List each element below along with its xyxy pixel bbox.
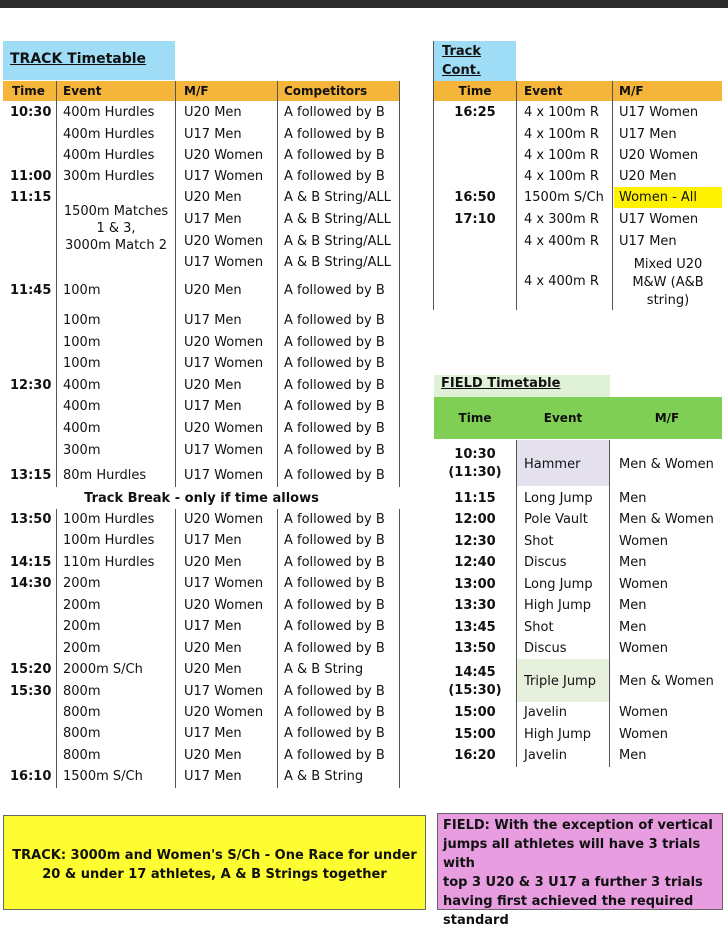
cont-event: 4 x 100m R: [524, 169, 599, 184]
field-triple-mf: Men & Women: [619, 674, 714, 689]
track-event: 400m Hurdles: [63, 105, 155, 120]
track-mf: U17 Women: [184, 468, 264, 483]
cont-mf: U17 Men: [619, 127, 677, 142]
track-event: 100m: [63, 335, 101, 350]
track-event: 1500m S/Ch: [63, 769, 143, 784]
track-mf: U17 Women: [184, 356, 264, 371]
track-time: 11:45: [10, 283, 52, 298]
mixed-relay-line: string): [646, 293, 690, 308]
track-time: 12:30: [10, 378, 52, 393]
field-hammer-time: [434, 446, 516, 482]
track-event: 80m Hurdles: [63, 468, 147, 483]
track-competitors: A followed by B: [284, 726, 385, 741]
track-competitors: A followed by B: [284, 555, 385, 570]
field-time: 13:00: [454, 577, 496, 592]
field-mf: Men: [619, 598, 647, 613]
track-header-competitors: Competitors: [284, 84, 368, 98]
cont-mf: U20 Women: [619, 148, 699, 163]
field-time: 14:45: [454, 665, 496, 680]
track-event: 110m Hurdles: [63, 555, 155, 570]
field-time: 12:40: [454, 555, 496, 570]
field-mf: Men: [619, 491, 647, 506]
track-event: 100m: [63, 283, 101, 298]
track-matches-note: [57, 203, 175, 254]
track-header-event: Event: [63, 84, 102, 98]
field-time: 15:00: [454, 705, 496, 720]
mixed-relay-line: M&W (A&B: [632, 275, 704, 290]
track-time: 15:30: [10, 684, 52, 699]
top-bar: [0, 0, 728, 8]
track-mf: U20 Men: [184, 641, 242, 656]
track-event: 800m: [63, 684, 101, 699]
track-competitors: A followed by B: [284, 619, 385, 634]
field-event: Discus: [524, 555, 567, 570]
track-mf: U17 Men: [184, 399, 242, 414]
track-time: 13:15: [10, 468, 52, 483]
track-time: 16:10: [10, 769, 52, 784]
track-event: 400m: [63, 399, 101, 414]
track-event: 100m: [63, 313, 101, 328]
track-mf: U20 Women: [184, 421, 264, 436]
field-hammer-event: Hammer: [524, 457, 581, 472]
track-mf: U17 Men: [184, 769, 242, 784]
field-col-divider: [609, 440, 610, 767]
track-col-divider: [56, 81, 57, 487]
track-mf: U20 Men: [184, 662, 242, 677]
track-competitors: A & B String/ALL: [284, 190, 391, 205]
track-mf: U20 Men: [184, 105, 242, 120]
cont-event: 4 x 400m R: [524, 274, 599, 289]
track-mf: U17 Men: [184, 127, 242, 142]
track-competitors: A followed by B: [284, 443, 385, 458]
track-time: 11:15: [10, 190, 52, 205]
track-competitors: A followed by B: [284, 421, 385, 436]
track-mf: U17 Women: [184, 169, 264, 184]
track-competitors: A & B String/ALL: [284, 212, 391, 227]
track-col-divider: [277, 81, 278, 487]
track-competitors: A followed by B: [284, 127, 385, 142]
cont-event: 4 x 300m R: [524, 212, 599, 227]
track-break-note: Track Break - only if time allows: [84, 491, 319, 506]
track-competitors: A followed by B: [284, 399, 385, 414]
track-event: 400m Hurdles: [63, 127, 155, 142]
field-triple-event: Triple Jump: [524, 674, 596, 689]
cont-event: 4 x 400m R: [524, 234, 599, 249]
track-competitors: A followed by B: [284, 748, 385, 763]
field-event: Long Jump: [524, 577, 593, 592]
track-col-divider: [175, 509, 176, 788]
field-header-mf: M/F: [654, 411, 680, 425]
track-cont-title: [434, 41, 516, 81]
field-time: 12:00: [454, 512, 496, 527]
track-competitors: A followed by B: [284, 468, 385, 483]
cont-event: 4 x 100m R: [524, 127, 599, 142]
track-competitors: A followed by B: [284, 148, 385, 163]
track-competitors: A followed by B: [284, 169, 385, 184]
track-mf: U20 Women: [184, 234, 264, 249]
cont-event: 4 x 100m R: [524, 105, 599, 120]
track-time: 13:50: [10, 512, 52, 527]
track-event: 100m Hurdles: [63, 533, 155, 548]
field-mf: Men & Women: [619, 512, 714, 527]
track-mf: U17 Women: [184, 684, 264, 699]
field-event: Shot: [524, 534, 554, 549]
cont-mf: Women - All: [619, 190, 698, 205]
track-mf: U20 Men: [184, 190, 242, 205]
track-mf: U17 Men: [184, 533, 242, 548]
track-event: 2000m S/Ch: [63, 662, 143, 677]
track-cont-title-line: Track: [442, 44, 481, 59]
track-event: 400m Hurdles: [63, 148, 155, 163]
field-mf: Women: [619, 705, 668, 720]
track-event: 200m: [63, 619, 101, 634]
track-time: 10:30: [10, 105, 52, 120]
field-mf: Women: [619, 534, 668, 549]
track-event: 300m: [63, 443, 101, 458]
field-mf: Men: [619, 555, 647, 570]
field-time: 10:30: [454, 447, 496, 462]
track-col-divider: [399, 509, 400, 788]
field-time: 11:15: [454, 491, 496, 506]
track-mf: U17 Men: [184, 726, 242, 741]
track-matches-line: 3000m Match 2: [65, 238, 167, 253]
track-competitors: A followed by B: [284, 641, 385, 656]
field-mf: Women: [619, 577, 668, 592]
track-mf: U17 Women: [184, 443, 264, 458]
track-mf: U20 Women: [184, 598, 264, 613]
track-col-divider: [175, 81, 176, 487]
cont-event: 1500m S/Ch: [524, 190, 604, 205]
track-competitors: A followed by B: [284, 684, 385, 699]
field-time: 13:50: [454, 641, 496, 656]
track-timetable-title: TRACK Timetable: [3, 41, 175, 80]
cont-header-time: Time: [458, 84, 492, 98]
field-header-event: Event: [543, 411, 583, 425]
track-time: 11:00: [10, 169, 52, 184]
cont-col-divider: [433, 41, 434, 310]
track-mf: U20 Men: [184, 283, 242, 298]
track-event: 100m Hurdles: [63, 512, 155, 527]
track-mf: U20 Men: [184, 748, 242, 763]
track-header-mf: M/F: [184, 84, 209, 98]
field-note-box: FIELD: With the exception of vertical jumps all athletes will have 3 trials with top 3 U20 & 3 U17 a further 3 trials having first achieved the required standard: [437, 813, 723, 910]
track-mf: U20 Women: [184, 148, 264, 163]
track-mf: U20 Men: [184, 555, 242, 570]
cont-mf: U17 Women: [619, 212, 699, 227]
track-header-time: Time: [12, 84, 45, 98]
track-mf: U17 Men: [184, 313, 242, 328]
track-event: 100m: [63, 356, 101, 371]
field-mf: Men: [619, 620, 647, 635]
field-event: Javelin: [524, 705, 567, 720]
field-triple-time: [434, 664, 516, 700]
track-event: 200m: [63, 641, 101, 656]
cont-header-event: Event: [524, 84, 563, 98]
track-competitors: A & B String/ALL: [284, 255, 391, 270]
track-event: 800m: [63, 748, 101, 763]
track-event: 200m: [63, 598, 101, 613]
field-time-alt: (11:30): [448, 465, 502, 480]
track-competitors: A followed by B: [284, 512, 385, 527]
field-time: 13:30: [454, 598, 496, 613]
field-time: 12:30: [454, 534, 496, 549]
field-event: Javelin: [524, 748, 567, 763]
track-mf: U20 Women: [184, 335, 264, 350]
track-mf: U17 Men: [184, 619, 242, 634]
field-mf: Men: [619, 748, 647, 763]
track-mf: U20 Men: [184, 378, 242, 393]
track-mf: U17 Men: [184, 212, 242, 227]
field-event: Shot: [524, 620, 554, 635]
track-event: 200m: [63, 576, 101, 591]
field-hammer-mf: Men & Women: [619, 457, 714, 472]
cont-mf: U20 Men: [619, 169, 677, 184]
track-competitors: A & B String: [284, 662, 364, 677]
track-mf: U17 Women: [184, 576, 264, 591]
track-competitors: A & B String/ALL: [284, 234, 391, 249]
field-event: Long Jump: [524, 491, 593, 506]
field-event: Discus: [524, 641, 567, 656]
field-time: 15:00: [454, 727, 496, 742]
field-mf: Women: [619, 727, 668, 742]
track-event: 400m: [63, 421, 101, 436]
track-mf: U20 Women: [184, 512, 264, 527]
field-event: High Jump: [524, 727, 591, 742]
track-mf: U20 Women: [184, 705, 264, 720]
track-competitors: A followed by B: [284, 335, 385, 350]
track-competitors: A followed by B: [284, 598, 385, 613]
track-competitors: A & B String: [284, 769, 364, 784]
cont-time: 17:10: [454, 212, 496, 227]
track-competitors: A followed by B: [284, 705, 385, 720]
cont-header-mf: M/F: [619, 84, 644, 98]
track-note-box: TRACK: 3000m and Women's S/Ch - One Race for under 20 & under 17 athletes, A & B Strings together: [3, 815, 426, 910]
mixed-relay-note: [613, 256, 723, 310]
track-cont-title-line: Cont.: [442, 63, 481, 78]
track-col-divider: [399, 81, 400, 487]
track-event: 300m Hurdles: [63, 169, 155, 184]
track-col-divider: [56, 509, 57, 788]
track-time: 14:30: [10, 576, 52, 591]
track-competitors: A followed by B: [284, 533, 385, 548]
cont-time: 16:50: [454, 190, 496, 205]
field-time: 13:45: [454, 620, 496, 635]
field-header-time: Time: [458, 411, 492, 425]
track-col-divider: [277, 509, 278, 788]
track-event: 800m: [63, 705, 101, 720]
field-event: High Jump: [524, 598, 591, 613]
field-mf: Women: [619, 641, 668, 656]
cont-mf: U17 Men: [619, 234, 677, 249]
track-competitors: A followed by B: [284, 356, 385, 371]
cont-col-divider: [516, 81, 517, 310]
field-event: Pole Vault: [524, 512, 588, 527]
track-time: 14:15: [10, 555, 52, 570]
field-time-alt: (15:30): [448, 683, 502, 698]
track-mf: U17 Women: [184, 255, 264, 270]
track-competitors: A followed by B: [284, 283, 385, 298]
track-time: 15:20: [10, 662, 52, 677]
field-time: 16:20: [454, 748, 496, 763]
field-col-divider: [516, 440, 517, 767]
track-event: 800m: [63, 726, 101, 741]
cont-event: 4 x 100m R: [524, 148, 599, 163]
mixed-relay-line: Mixed U20: [633, 257, 703, 272]
track-competitors: A followed by B: [284, 378, 385, 393]
cont-mf: U17 Women: [619, 105, 699, 120]
track-matches-line: 1500m Matches: [63, 204, 169, 219]
track-competitors: A followed by B: [284, 313, 385, 328]
track-competitors: A followed by B: [284, 576, 385, 591]
track-event: 400m: [63, 378, 101, 393]
track-matches-line: 1 & 3,: [96, 221, 136, 236]
cont-time: 16:25: [454, 105, 496, 120]
field-timetable-title: FIELD Timetable: [434, 375, 610, 397]
track-competitors: A followed by B: [284, 105, 385, 120]
